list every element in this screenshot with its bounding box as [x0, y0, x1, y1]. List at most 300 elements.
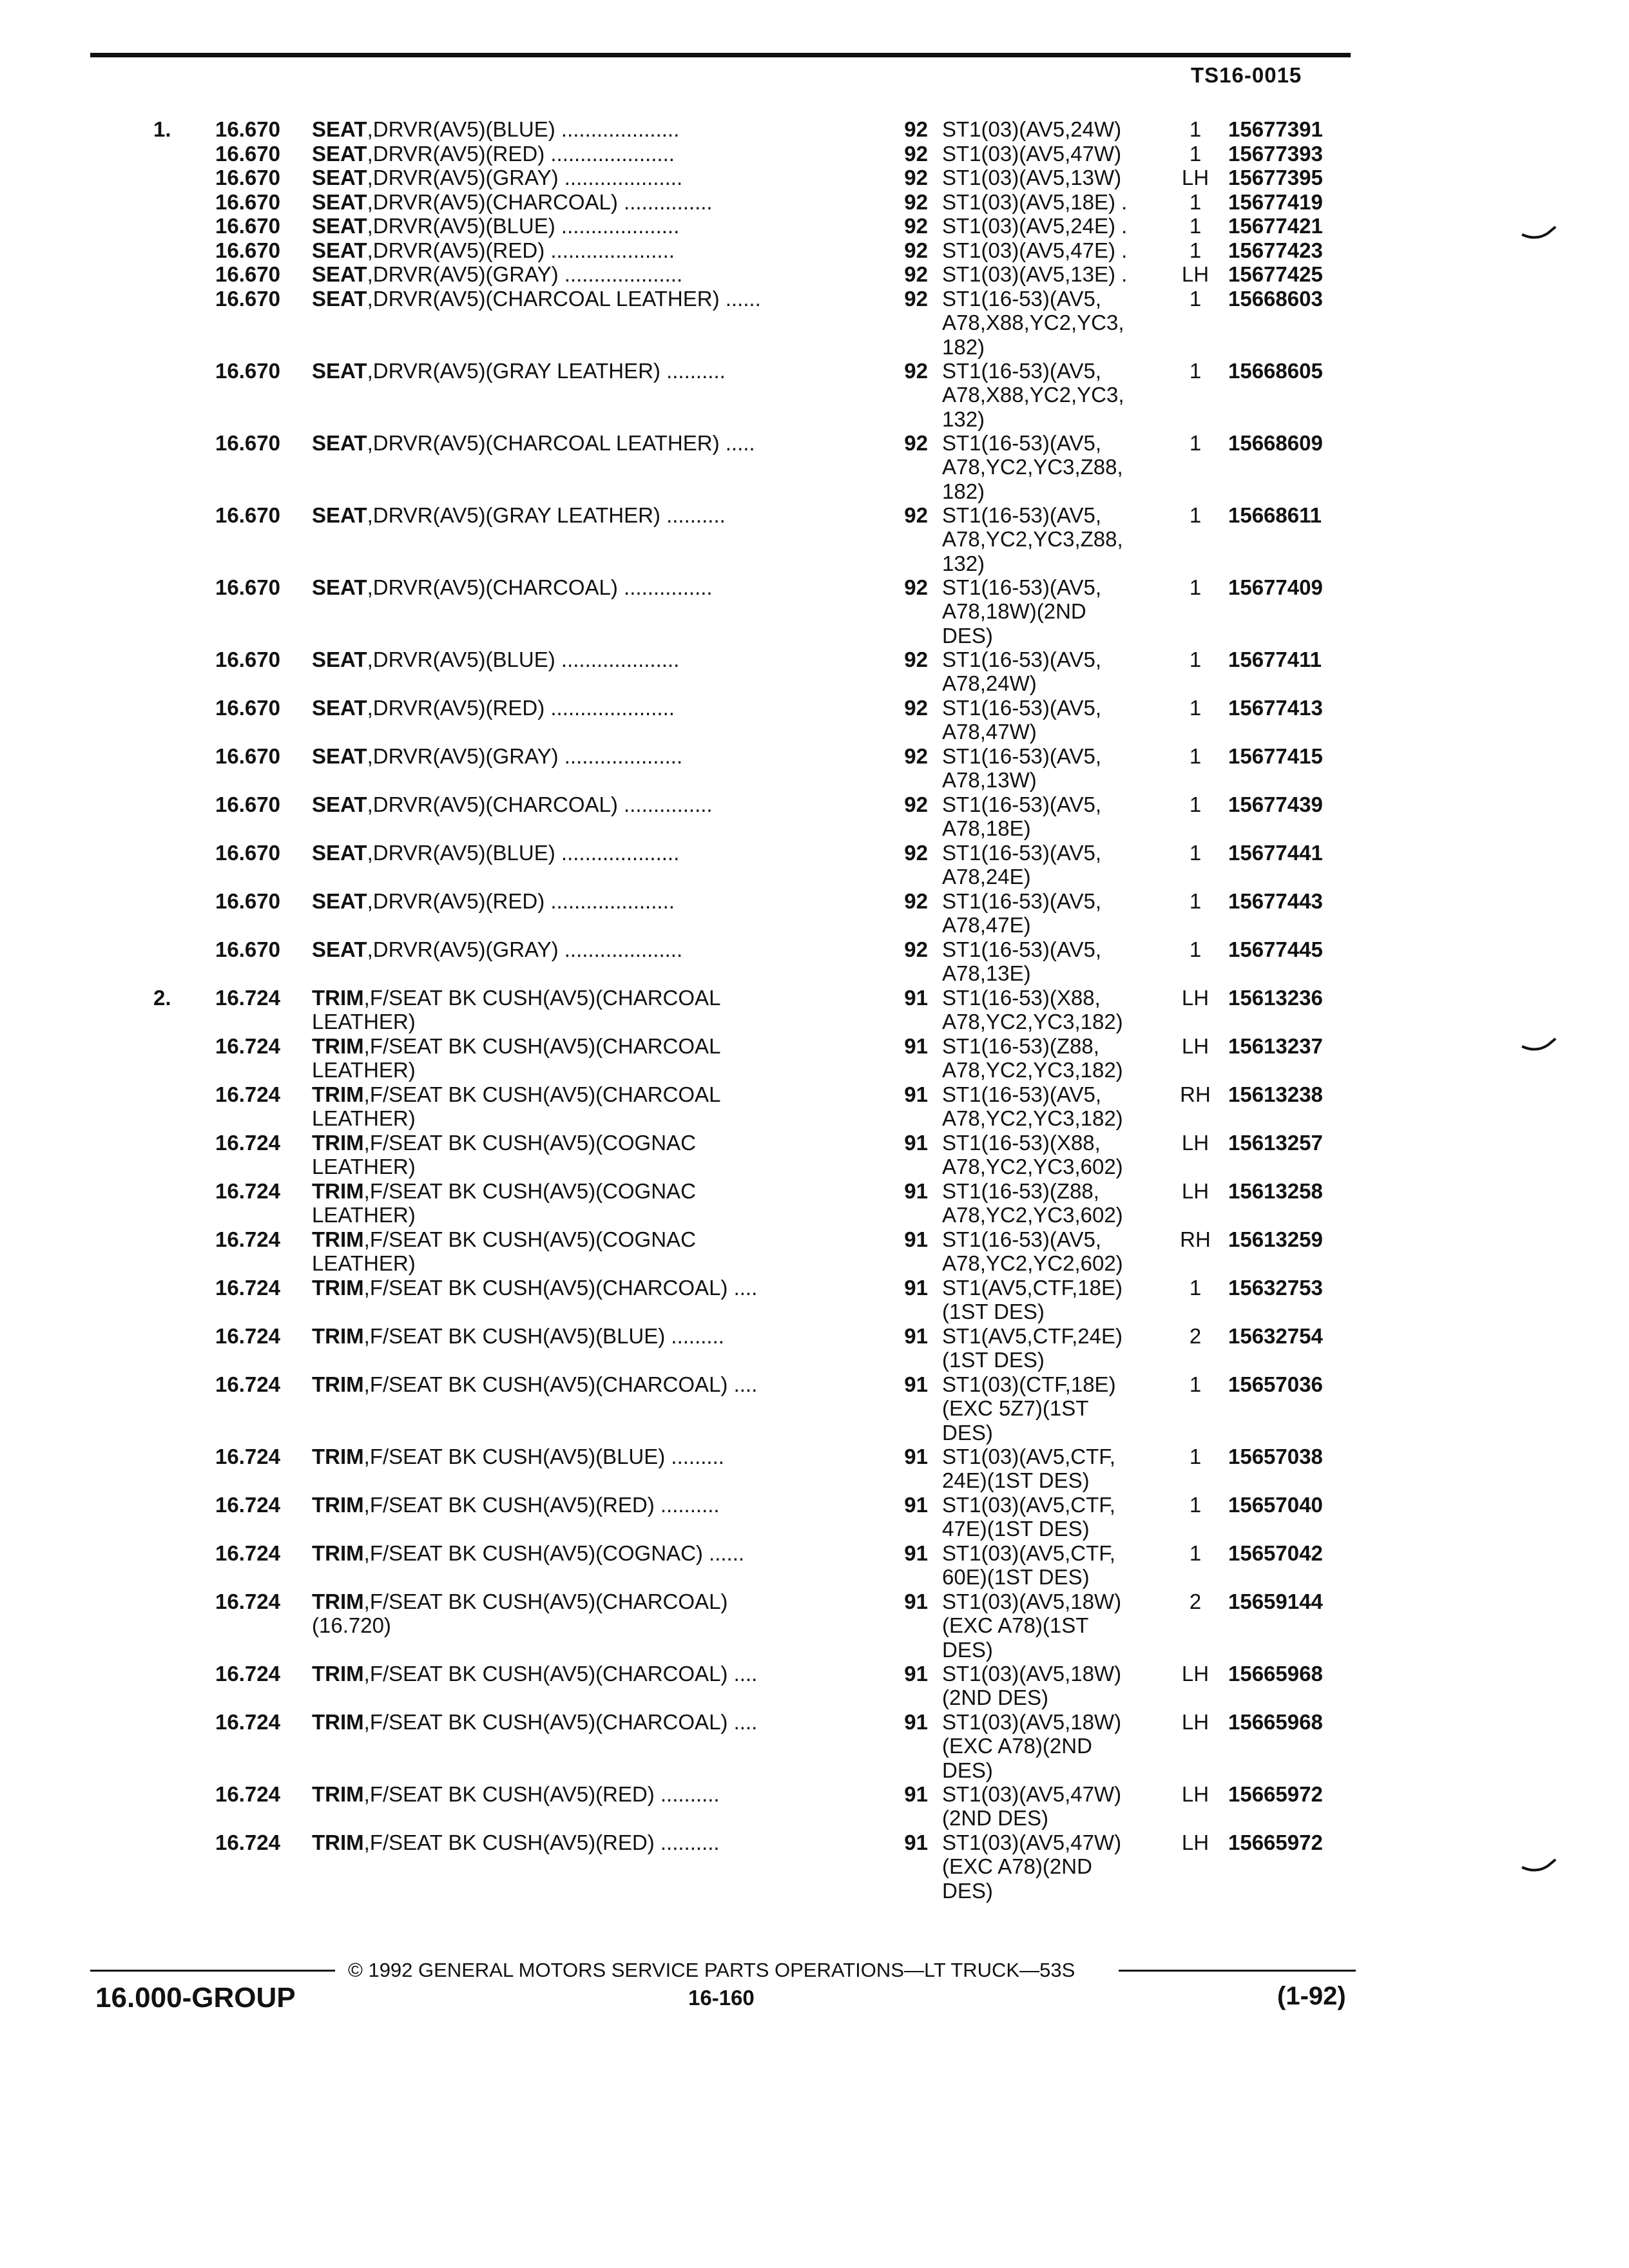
part-description-text: ,F/SEAT BK CUSH(AV5)(CHARCOAL LEATHER) [312, 985, 721, 1033]
part-description-text: ,DRVR(AV5)(RED) ..................... [367, 238, 675, 262]
part-description-text: ,F/SEAT BK CUSH(AV5)(COGNAC LEATHER) [312, 1130, 696, 1178]
part-name: TRIM [312, 1275, 364, 1300]
part-number: 15668605 [1228, 358, 1323, 383]
quantity: RH [1180, 1227, 1211, 1251]
illustration-number: 91 [904, 1227, 928, 1251]
group-number: 16.670 [215, 117, 280, 141]
illustration-number: 91 [904, 1372, 928, 1396]
quantity: 1 [1189, 575, 1202, 599]
part-description-text: ,F/SEAT BK CUSH(AV5)(BLUE) ......... [363, 1444, 724, 1468]
part-description-text: ,F/SEAT BK CUSH(AV5)(COGNAC LEATHER) [312, 1227, 696, 1275]
group-number: 16.724 [215, 985, 280, 1010]
part-description [312, 287, 866, 311]
margin-check-mark [1521, 224, 1557, 241]
part-description-text: ,F/SEAT BK CUSH(AV5)(RED) .......... [363, 1830, 720, 1854]
part-name: SEAT [312, 792, 367, 816]
part-description [312, 1710, 866, 1735]
top-rule [90, 53, 1351, 57]
part-number: 15677413 [1228, 695, 1323, 720]
part-description [312, 117, 866, 142]
part-name: SEAT [312, 214, 367, 238]
part-row [0, 262, 1629, 287]
part-name: TRIM [312, 1033, 364, 1058]
part-row [0, 1831, 1629, 1903]
part-description-text: ,F/SEAT BK CUSH(AV5)(BLUE) ......... [363, 1323, 724, 1348]
part-row [0, 1034, 1629, 1082]
quantity: 2 [1189, 1323, 1202, 1348]
part-row [0, 1493, 1629, 1541]
quantity: LH [1181, 262, 1210, 286]
part-description [312, 214, 866, 238]
part-name: TRIM [312, 1782, 364, 1806]
group-number: 16.724 [215, 1275, 280, 1300]
part-number: 15657038 [1228, 1444, 1323, 1468]
group-number: 16.724 [215, 1033, 280, 1058]
part-description-text: ,DRVR(AV5)(BLUE) .................... [367, 214, 680, 238]
usage-code: ST1(16-53)(AV5, A78,YC2,YC3,Z88, 132) [942, 503, 1123, 575]
part-row [0, 117, 1629, 142]
part-description [312, 1227, 866, 1276]
illustration-number: 91 [904, 1661, 928, 1686]
part-number: 15677439 [1228, 792, 1323, 816]
part-description [312, 696, 866, 720]
part-row [0, 503, 1629, 575]
usage-code: ST1(AV5,CTF,18E) (1ST DES) [942, 1275, 1123, 1323]
part-number: 15657036 [1228, 1372, 1323, 1396]
part-description-text: ,F/SEAT BK CUSH(AV5)(RED) .......... [363, 1782, 720, 1806]
part-number: 15659144 [1228, 1589, 1323, 1613]
part-name: SEAT [312, 840, 367, 865]
quantity: LH [1181, 1830, 1210, 1854]
group-number: 16.670 [215, 214, 280, 238]
part-description-text: ,F/SEAT BK CUSH(AV5)(COGNAC) ...... [363, 1541, 745, 1565]
part-description-text: ,DRVR(AV5)(BLUE) .................... [367, 647, 680, 671]
quantity: 1 [1189, 214, 1202, 238]
part-row [0, 1541, 1629, 1590]
part-description [312, 889, 866, 914]
part-description [312, 841, 866, 865]
part-description [312, 1034, 866, 1082]
quantity: 1 [1189, 189, 1202, 214]
quantity: LH [1181, 1033, 1210, 1058]
group-number: 16.724 [215, 1082, 280, 1106]
quantity: 1 [1189, 1541, 1202, 1565]
part-description-text: ,DRVR(AV5)(BLUE) .................... [367, 117, 680, 141]
part-name: TRIM [312, 1541, 364, 1565]
illustration-number: 91 [904, 1130, 928, 1155]
part-number: 15632754 [1228, 1323, 1323, 1348]
group-number: 16.724 [215, 1227, 280, 1251]
part-name: SEAT [312, 889, 367, 913]
part-number: 15613238 [1228, 1082, 1323, 1106]
part-name: TRIM [312, 1661, 364, 1686]
part-description-text: ,F/SEAT BK CUSH(AV5)(CHARCOAL) .... [363, 1709, 758, 1734]
usage-code: ST1(16-53)(AV5, A78,18W)(2ND DES) [942, 575, 1101, 648]
part-number: 15665972 [1228, 1782, 1323, 1806]
part-number: 15677419 [1228, 189, 1323, 214]
part-row [0, 889, 1629, 937]
usage-code: ST1(16-53)(Z88, A78,YC2,YC3,602) [942, 1178, 1123, 1227]
part-row [0, 841, 1629, 889]
part-row [0, 1179, 1629, 1227]
part-description [312, 1782, 866, 1807]
part-description [312, 1276, 866, 1300]
quantity: 1 [1189, 744, 1202, 768]
part-description [312, 1493, 866, 1517]
part-row [0, 214, 1629, 238]
usage-code: ST1(16-53)(AV5, A78,X88,YC2,YC3, 132) [942, 358, 1124, 431]
group-number: 16.670 [215, 889, 280, 913]
quantity: 1 [1189, 117, 1202, 141]
group-number: 16.670 [215, 575, 280, 599]
part-row [0, 648, 1629, 696]
group-number: 16.724 [215, 1830, 280, 1854]
illustration-number: 92 [904, 214, 928, 238]
revision-date: (1-92) [1277, 1982, 1346, 2010]
part-row [0, 1590, 1629, 1662]
illustration-number: 92 [904, 744, 928, 768]
part-description [312, 793, 866, 817]
quantity: 1 [1189, 286, 1202, 311]
group-number: 16.724 [215, 1492, 280, 1517]
part-description-text: ,DRVR(AV5)(RED) ..................... [367, 695, 675, 720]
part-description [312, 1324, 866, 1349]
part-row [0, 238, 1629, 263]
part-description-text: ,DRVR(AV5)(BLUE) .................... [367, 840, 680, 865]
quantity: 1 [1189, 238, 1202, 262]
quantity: RH [1180, 1082, 1211, 1106]
quantity: LH [1181, 1661, 1210, 1686]
usage-code: ST1(16-53)(AV5, A78,13E) [942, 937, 1101, 985]
usage-code: ST1(03)(AV5,CTF, 60E)(1ST DES) [942, 1541, 1115, 1589]
item-number: 2. [153, 985, 171, 1010]
quantity: LH [1181, 985, 1210, 1010]
part-description-text: ,F/SEAT BK CUSH(AV5)(CHARCOAL) .... [363, 1372, 758, 1396]
part-name: SEAT [312, 262, 367, 286]
parts-list [0, 117, 1629, 1903]
margin-check-mark [1521, 1036, 1557, 1053]
part-row [0, 1445, 1629, 1493]
part-number: 15657042 [1228, 1541, 1323, 1565]
part-name: TRIM [312, 1589, 364, 1613]
quantity: 1 [1189, 1372, 1202, 1396]
quantity: 1 [1189, 503, 1202, 527]
usage-code: ST1(03)(AV5,47W) [942, 141, 1122, 166]
part-description-text: ,F/SEAT BK CUSH(AV5)(CHARCOAL) .... [363, 1275, 758, 1300]
part-number: 15677415 [1228, 744, 1323, 768]
usage-code: ST1(03)(AV5,18E) . [942, 189, 1128, 214]
part-name: SEAT [312, 744, 367, 768]
illustration-number: 92 [904, 117, 928, 141]
part-row [0, 166, 1629, 190]
part-number: 15677443 [1228, 889, 1323, 913]
group-number: 16.670 [215, 262, 280, 286]
part-description [312, 431, 866, 456]
illustration-number: 91 [904, 1589, 928, 1613]
part-row [0, 744, 1629, 793]
part-description [312, 1831, 866, 1855]
illustration-number: 92 [904, 430, 928, 455]
page-number: 16-160 [688, 1986, 755, 2010]
usage-code: ST1(03)(AV5,18W) (EXC A78)(2ND DES) [942, 1709, 1122, 1782]
quantity: LH [1181, 1709, 1210, 1734]
usage-code: ST1(16-53)(AV5, A78,YC2,YC3,182) [942, 1082, 1123, 1130]
part-description [312, 1372, 866, 1397]
part-description [312, 575, 866, 600]
part-description [312, 648, 866, 672]
usage-code: ST1(16-53)(AV5, A78,18E) [942, 792, 1101, 840]
usage-code: ST1(03)(AV5,18W) (2ND DES) [942, 1661, 1122, 1709]
part-description [312, 142, 866, 166]
group-number: 16.724 [215, 1589, 280, 1613]
part-row [0, 1782, 1629, 1831]
group-number: 16.670 [215, 358, 280, 383]
part-row [0, 359, 1629, 431]
usage-code: ST1(03)(AV5,13W) [942, 166, 1122, 189]
quantity: LH [1181, 1782, 1210, 1806]
quantity: 1 [1189, 937, 1202, 961]
part-name: SEAT [312, 358, 367, 383]
part-description [312, 1590, 866, 1638]
part-row [0, 793, 1629, 841]
quantity: 1 [1189, 792, 1202, 816]
part-number: 15668609 [1228, 430, 1323, 455]
part-description-text: ,F/SEAT BK CUSH(AV5)(CHARCOAL LEATHER) [312, 1033, 721, 1082]
part-description-text: ,F/SEAT BK CUSH(AV5)(CHARCOAL) .... [363, 1661, 758, 1686]
part-description [312, 1662, 866, 1686]
usage-code: ST1(16-53)(AV5, A78,47E) [942, 889, 1101, 937]
usage-code: ST1(16-53)(X88, A78,YC2,YC3,182) [942, 985, 1123, 1033]
part-row [0, 1324, 1629, 1372]
illustration-number: 91 [904, 1830, 928, 1854]
usage-code: ST1(03)(AV5,47W) (EXC A78)(2ND DES) [942, 1830, 1122, 1903]
footer-rule [1119, 1970, 1356, 1972]
part-description [312, 1445, 866, 1469]
usage-code: ST1(03)(CTF,18E) (EXC 5Z7)(1ST DES) [942, 1372, 1116, 1445]
usage-code: ST1(16-53)(AV5, A78,13W) [942, 744, 1101, 792]
usage-code: ST1(16-53)(AV5, A78,YC2,YC3,Z88, 182) [942, 430, 1123, 503]
usage-code: ST1(AV5,CTF,24E) (1ST DES) [942, 1323, 1123, 1372]
usage-code: ST1(03)(AV5,CTF, 47E)(1ST DES) [942, 1492, 1115, 1541]
illustration-number: 92 [904, 575, 928, 599]
part-description-text: ,DRVR(AV5)(GRAY) .................... [367, 166, 683, 189]
quantity: 1 [1189, 358, 1202, 383]
illustration-number: 92 [904, 840, 928, 865]
illustration-number: 92 [904, 937, 928, 961]
quantity: 2 [1189, 1589, 1202, 1613]
part-row [0, 575, 1629, 648]
part-name: TRIM [312, 1709, 364, 1734]
quantity: LH [1181, 1178, 1210, 1203]
part-name: SEAT [312, 575, 367, 599]
quantity: 1 [1189, 1492, 1202, 1517]
group-number: 16.724 [215, 1178, 280, 1203]
illustration-number: 92 [904, 141, 928, 166]
illustration-number: 92 [904, 647, 928, 671]
part-description-text: ,DRVR(AV5)(GRAY LEATHER) .......... [367, 358, 726, 383]
part-description [312, 1082, 866, 1131]
quantity: 1 [1189, 141, 1202, 166]
illustration-number: 92 [904, 358, 928, 383]
part-row [0, 1227, 1629, 1276]
group-number: 16.724 [215, 1323, 280, 1348]
part-number: 15677421 [1228, 214, 1323, 238]
illustration-number: 91 [904, 1444, 928, 1468]
usage-code: ST1(16-53)(X88, A78,YC2,YC3,602) [942, 1130, 1123, 1178]
part-name: TRIM [312, 1130, 364, 1155]
part-description [312, 190, 866, 215]
quantity: 1 [1189, 695, 1202, 720]
part-number: 15665968 [1228, 1661, 1323, 1686]
group-number: 16.670 [215, 141, 280, 166]
part-number: 15677423 [1228, 238, 1323, 262]
part-description-text: ,DRVR(AV5)(GRAY) .................... [367, 262, 683, 286]
part-name: TRIM [312, 1492, 364, 1517]
group-number: 16.670 [215, 937, 280, 961]
illustration-number: 92 [904, 262, 928, 286]
part-description [312, 503, 866, 528]
footer-rule [90, 1970, 335, 1972]
part-name: TRIM [312, 1178, 364, 1203]
usage-code: ST1(16-53)(Z88, A78,YC2,YC3,182) [942, 1033, 1123, 1082]
part-description [312, 937, 866, 962]
part-number: 15668611 [1228, 503, 1322, 527]
page-code: TS16-0015 [1191, 63, 1302, 87]
group-number: 16.724 [215, 1709, 280, 1734]
part-name: SEAT [312, 117, 367, 141]
usage-code: ST1(16-53)(AV5, A78,24E) [942, 840, 1101, 889]
part-number: 15613257 [1228, 1130, 1323, 1155]
group-number: 16.670 [215, 840, 280, 865]
illustration-number: 92 [904, 695, 928, 720]
group-number: 16.724 [215, 1541, 280, 1565]
group-label: 16.000-GROUP [95, 1982, 296, 2013]
part-description [312, 744, 866, 769]
part-name: SEAT [312, 503, 367, 527]
part-description-text: ,DRVR(AV5)(RED) ..................... [367, 141, 675, 166]
part-description [312, 1179, 866, 1227]
part-row [0, 1372, 1629, 1445]
group-number: 16.724 [215, 1782, 280, 1806]
group-number: 16.670 [215, 286, 280, 311]
part-name: SEAT [312, 937, 367, 961]
quantity: 1 [1189, 889, 1202, 913]
part-number: 15613258 [1228, 1178, 1323, 1203]
part-row [0, 986, 1629, 1034]
part-number: 15657040 [1228, 1492, 1323, 1517]
copyright-text: © 1992 GENERAL MOTORS SERVICE PARTS OPERATIONS—LT TRUCK—53S [348, 1959, 1075, 1981]
part-number: 15668603 [1228, 286, 1323, 311]
part-description-text: ,F/SEAT BK CUSH(AV5)(CHARCOAL) (16.720) [312, 1589, 728, 1637]
part-number: 15613259 [1228, 1227, 1323, 1251]
group-number: 16.724 [215, 1661, 280, 1686]
part-name: SEAT [312, 286, 367, 311]
illustration-number: 91 [904, 1275, 928, 1300]
part-row [0, 287, 1629, 359]
group-number: 16.670 [215, 503, 280, 527]
part-name: TRIM [312, 985, 364, 1010]
illustration-number: 91 [904, 985, 928, 1010]
illustration-number: 91 [904, 1082, 928, 1106]
illustration-number: 92 [904, 238, 928, 262]
group-number: 16.670 [215, 430, 280, 455]
part-description-text: ,DRVR(AV5)(GRAY LEATHER) .......... [367, 503, 726, 527]
group-number: 16.670 [215, 792, 280, 816]
part-description [312, 166, 866, 190]
usage-code: ST1(16-53)(AV5, A78,47W) [942, 695, 1101, 744]
part-description-text: ,DRVR(AV5)(CHARCOAL) ............... [367, 189, 713, 214]
part-number: 15665968 [1228, 1709, 1323, 1734]
part-name: SEAT [312, 647, 367, 671]
part-name: SEAT [312, 238, 367, 262]
part-name: SEAT [312, 166, 367, 189]
quantity: 1 [1189, 430, 1202, 455]
usage-code: ST1(03)(AV5,47W) (2ND DES) [942, 1782, 1122, 1830]
part-row [0, 696, 1629, 744]
quantity: 1 [1189, 1444, 1202, 1468]
part-row [0, 1276, 1629, 1324]
usage-code: ST1(03)(AV5,24W) [942, 117, 1122, 141]
part-number: 15632753 [1228, 1275, 1323, 1300]
illustration-number: 91 [904, 1541, 928, 1565]
illustration-number: 91 [904, 1782, 928, 1806]
margin-check-mark [1521, 1857, 1557, 1874]
part-name: TRIM [312, 1830, 364, 1854]
illustration-number: 92 [904, 189, 928, 214]
part-number: 15665972 [1228, 1830, 1323, 1854]
illustration-number: 91 [904, 1709, 928, 1734]
part-description [312, 1131, 866, 1179]
illustration-number: 92 [904, 503, 928, 527]
part-number: 15677425 [1228, 262, 1323, 286]
part-description [312, 238, 866, 263]
usage-code: ST1(16-53)(AV5, A78,24W) [942, 647, 1101, 695]
illustration-number: 91 [904, 1492, 928, 1517]
illustration-number: 91 [904, 1178, 928, 1203]
quantity: 1 [1189, 647, 1202, 671]
group-number: 16.670 [215, 647, 280, 671]
part-name: TRIM [312, 1082, 364, 1106]
part-row [0, 431, 1629, 503]
illustration-number: 92 [904, 166, 928, 189]
part-number: 15677409 [1228, 575, 1323, 599]
part-name: SEAT [312, 695, 367, 720]
part-name: TRIM [312, 1372, 364, 1396]
part-description [312, 986, 866, 1034]
part-number: 15613236 [1228, 985, 1323, 1010]
part-name: SEAT [312, 189, 367, 214]
part-description-text: ,DRVR(AV5)(RED) ..................... [367, 889, 675, 913]
part-number: 15677411 [1228, 647, 1322, 671]
group-number: 16.724 [215, 1444, 280, 1468]
part-name: TRIM [312, 1227, 364, 1251]
usage-code: ST1(16-53)(AV5, A78,X88,YC2,YC3, 182) [942, 286, 1124, 359]
part-number: 15677391 [1228, 117, 1323, 141]
item-number: 1. [153, 117, 171, 141]
part-row [0, 1662, 1629, 1710]
part-description [312, 359, 866, 383]
part-row [0, 190, 1629, 215]
part-description [312, 1541, 866, 1566]
part-description-text: ,DRVR(AV5)(CHARCOAL) ............... [367, 792, 713, 816]
part-number: 15613237 [1228, 1033, 1323, 1058]
part-row [0, 142, 1629, 166]
quantity: LH [1181, 1130, 1210, 1155]
usage-code: ST1(03)(AV5,47E) . [942, 238, 1128, 262]
part-name: TRIM [312, 1444, 364, 1468]
part-number: 15677441 [1228, 840, 1323, 865]
part-description-text: ,F/SEAT BK CUSH(AV5)(RED) .......... [363, 1492, 720, 1517]
